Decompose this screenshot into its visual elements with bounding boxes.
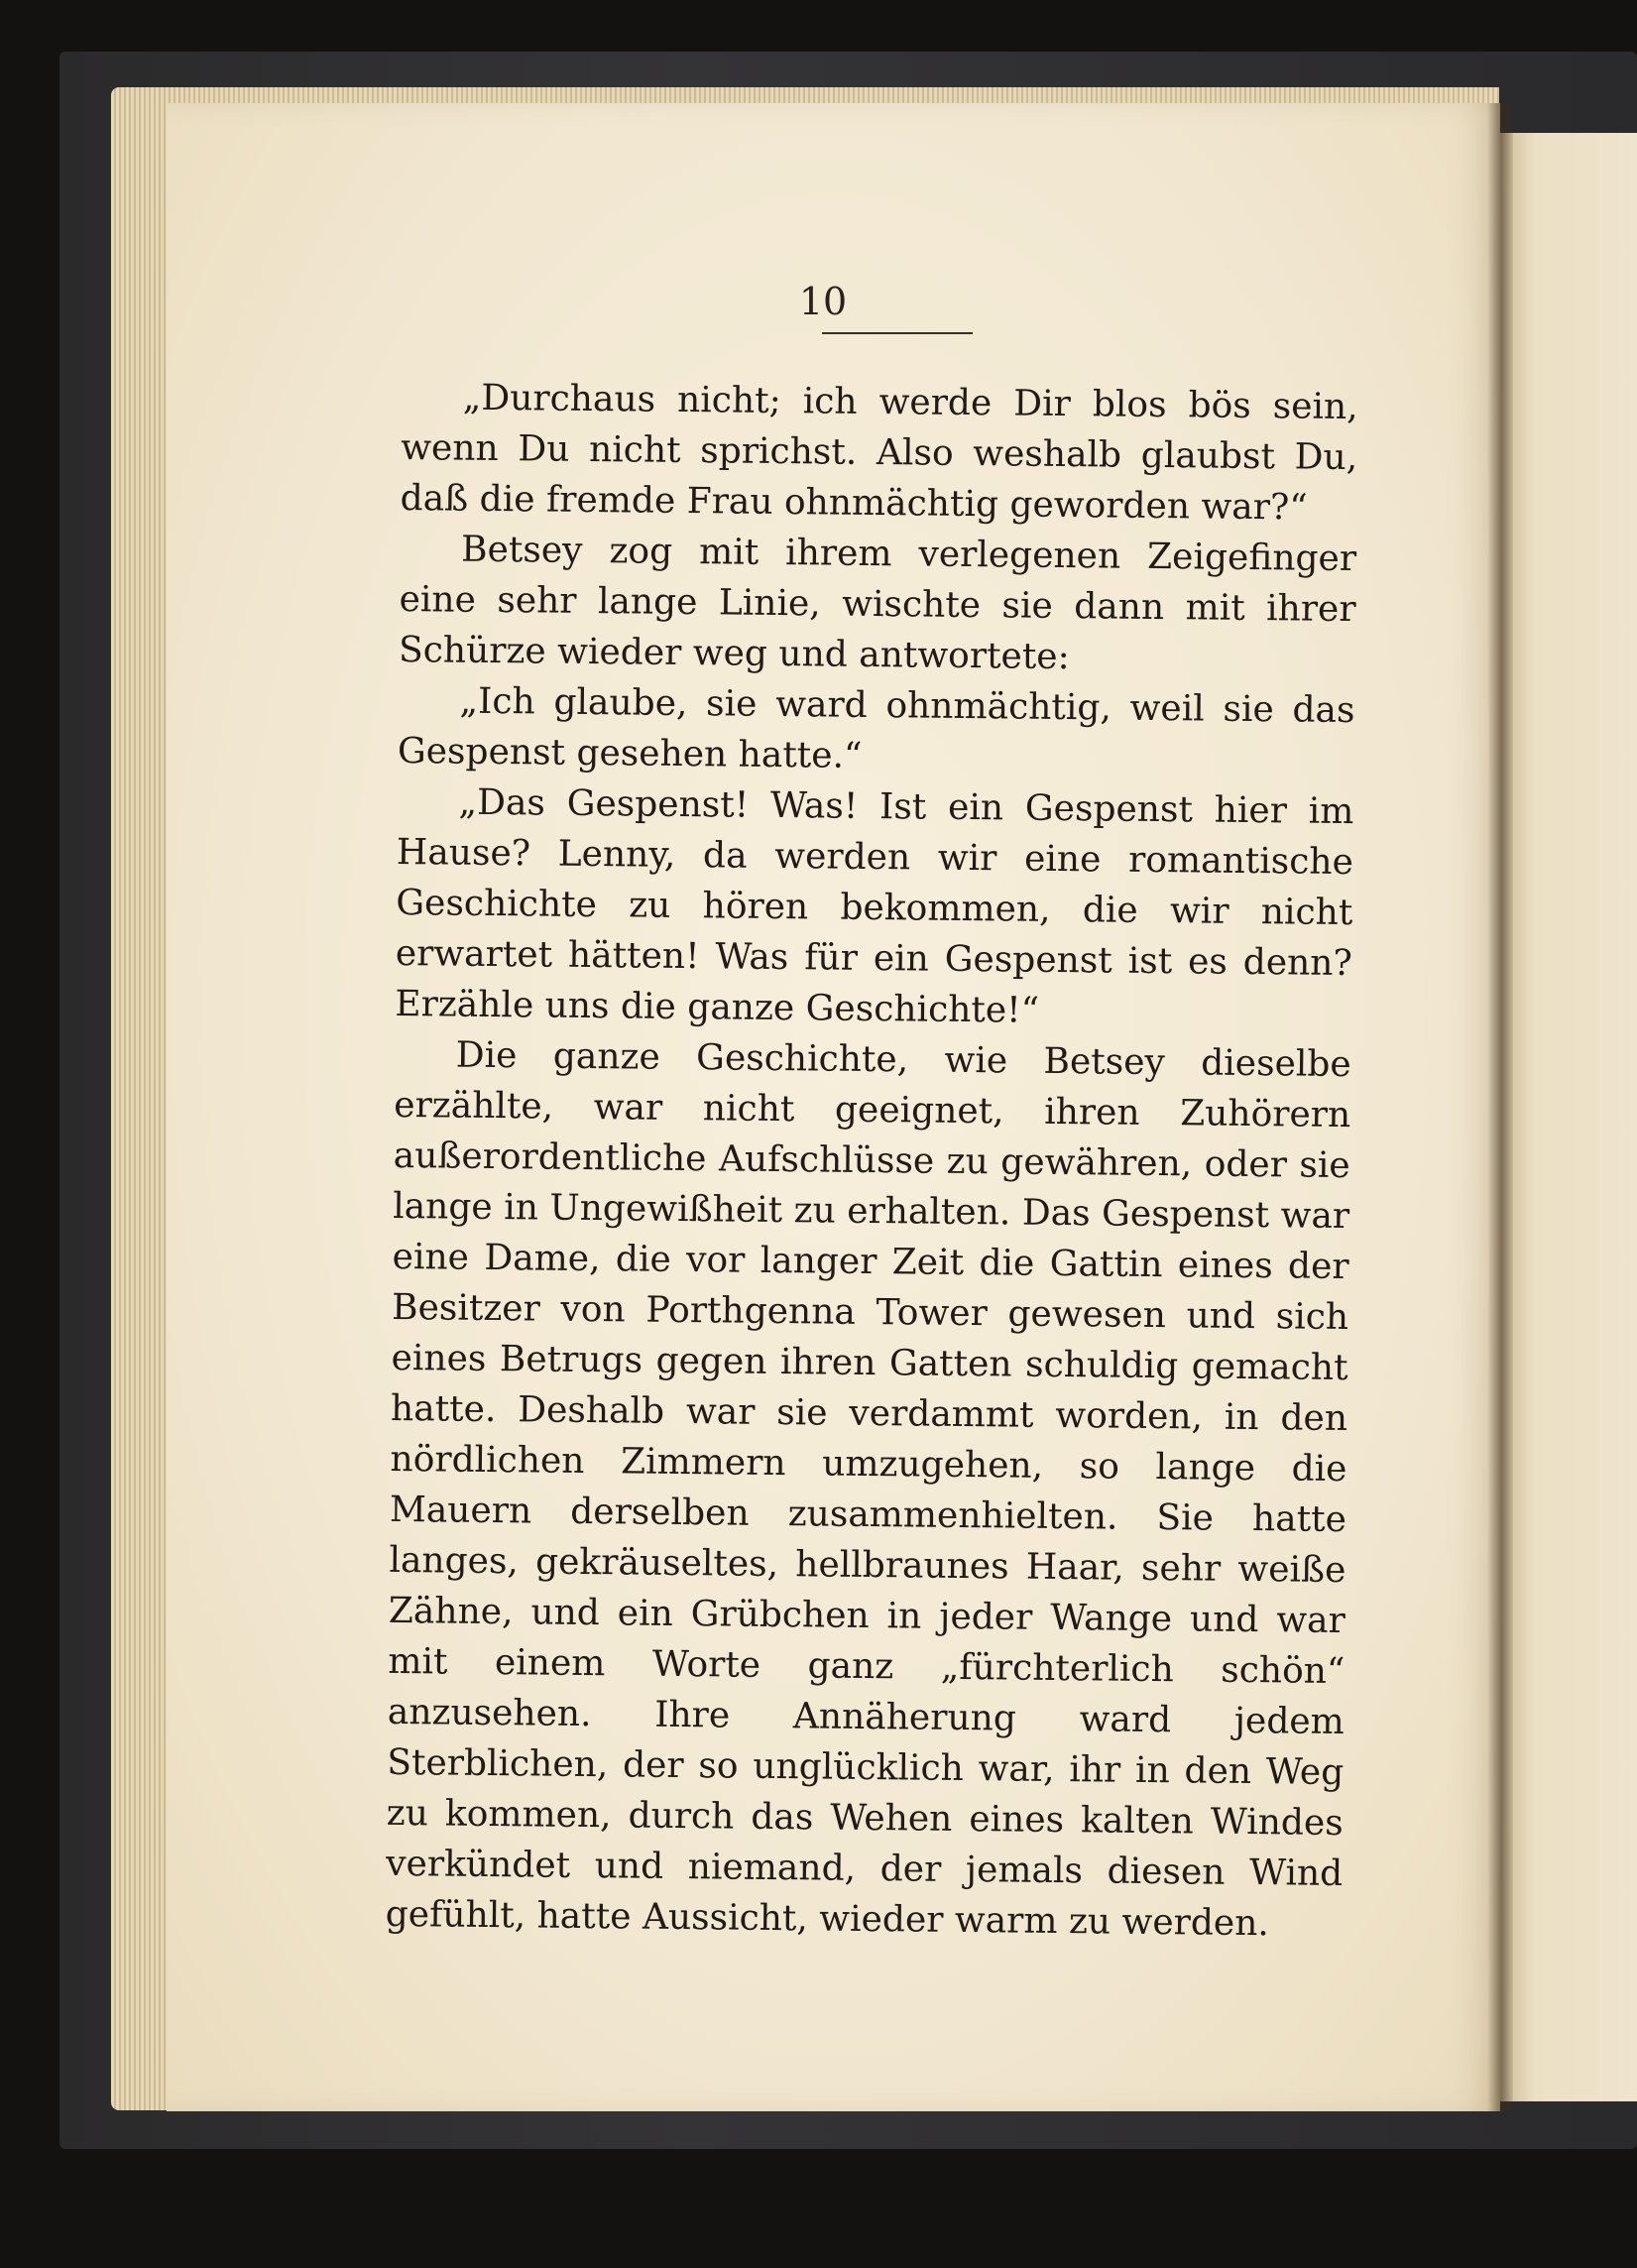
facing-page-edge bbox=[1500, 133, 1637, 2101]
paragraph: Die ganze Geschichte, wie Betsey dieselbe erzählte, war nicht geeignet, ihren Zuhörern außerordentliche Aufschlüsse zu gewähren, oder sie lange in Ungewißheit zu erhalten. Das Gespenst war eine Dame, die vor langer Zeit die Gattin eines der Besitzer von Porthgenna Tower gewesen und sich eines Betrugs gegen ihren Gatten schuldig gemacht hatte. Deshalb war sie verdammt worden, in den nördlichen Zimmern umzugehen, so lange die Mauern derselben zusammenhielten. Sie hatte langes, gekräuseltes, hellbraunes Haar, sehr weiße Zähne, und ein Grübchen in jeder Wange und war mit einem Worte ganz „fürchterlich schön“ anzusehen. Ihre Annäherung ward jedem Sterblichen, der so unglücklich war, ihr in den Weg zu kommen, durch das Wehen eines kalten Windes verkündet und niemand, der jemals diesen Wind gefühlt, hatte Aussicht, wieder warm zu werden. bbox=[385, 1034, 1351, 1945]
body-text bbox=[385, 372, 1358, 1950]
page-number-rule bbox=[822, 332, 973, 334]
page-number: 10 bbox=[798, 280, 848, 323]
paragraph: „Ich glaube, sie ward ohnmächtig, weil sie das Gespenst gesehen hatte.“ bbox=[397, 680, 1355, 776]
book-gutter bbox=[1487, 103, 1513, 2111]
paragraph: „Durchaus nicht; ich werde Dir blos bös sein, wenn Du nicht sprichst. Also weshalb glaubst Du, daß die fremde Frau ohnmächtig geworden war?“ bbox=[400, 377, 1358, 529]
paragraph: Betsey zog mit ihrem verlegenen Zeigefinger eine sehr lange Linie, wischte sie dann mit ihrer Schürze wieder weg und antwortete: bbox=[398, 529, 1357, 678]
paragraph: „Das Gespenst! Was! Ist ein Gespenst hier im Hause? Lenny, da werden wir eine romantische Geschichte zu hören bekommen, die wir nicht erwartet hätten! Was für ein Gespenst ist es denn? Erzähle uns die ganze Geschichte!“ bbox=[395, 781, 1354, 1031]
